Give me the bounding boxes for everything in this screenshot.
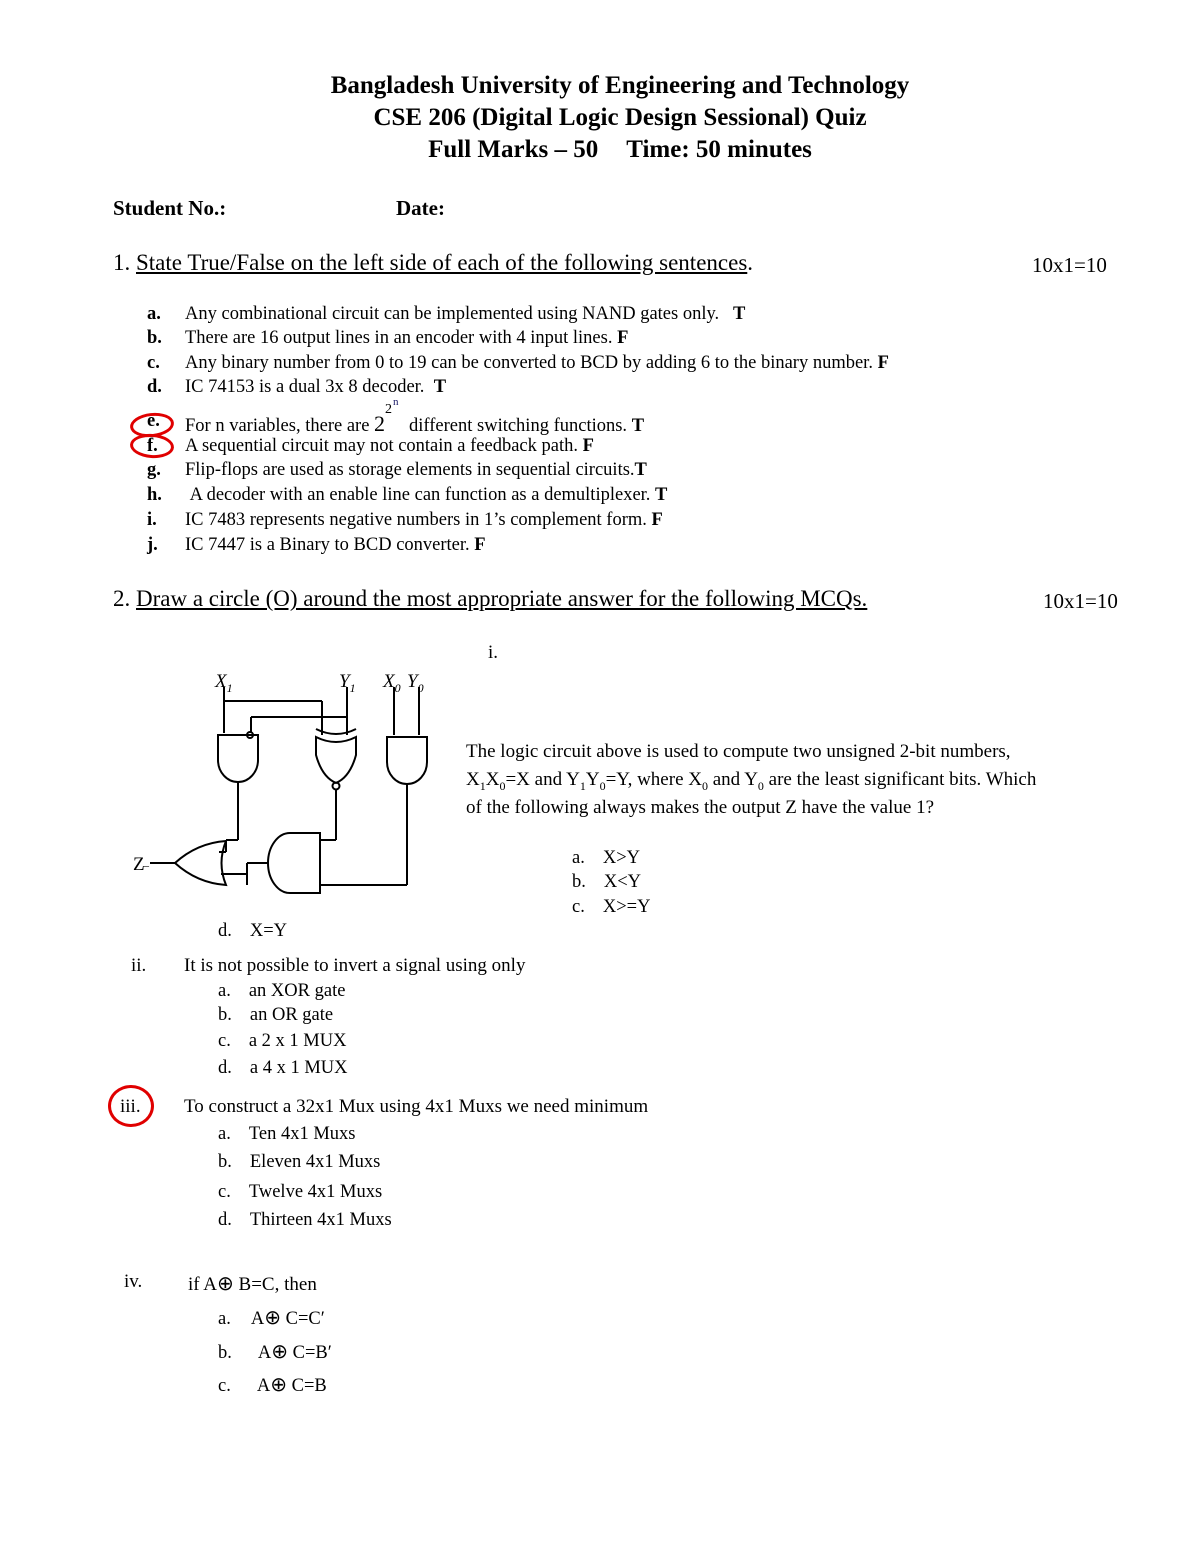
tf-letter: h. — [147, 485, 162, 505]
tf-letter: e. — [147, 411, 160, 431]
option-letter: c. — [572, 897, 585, 917]
tf-item-f — [147, 436, 1147, 460]
mcq3-option-c[interactable] — [218, 1182, 382, 1203]
q1-heading: 1. State True/False on the left side of each of the following sentences. — [113, 250, 754, 275]
option-text: X=Y — [249, 921, 288, 941]
mcq1-option-d[interactable] — [218, 921, 287, 942]
tf-text: IC 74153 is a dual 3x 8 decoder. — [185, 377, 425, 397]
q2-marks: 10x1=10 — [1043, 589, 1118, 613]
option-letter: d. — [218, 921, 232, 941]
option-letter: d. — [218, 1058, 232, 1078]
tf-letter: i. — [147, 510, 157, 530]
mcq2-option-d[interactable] — [218, 1058, 348, 1079]
student-no-label: Student No.: — [113, 196, 227, 220]
mcq3-option-d[interactable] — [218, 1210, 392, 1231]
mcq4-stem: if A⊕ B=C, then — [188, 1271, 317, 1295]
tf-text: For n variables, there are — [185, 416, 370, 436]
xor-gate — [316, 737, 356, 783]
tf-letter: d. — [147, 377, 162, 397]
university-name: Bangladesh University of Engineering and Technology — [330, 72, 910, 99]
or-gate — [175, 841, 226, 885]
tf-answer: T — [634, 460, 647, 480]
mcq3-roman: iii. — [120, 1096, 141, 1117]
tf-item-i — [147, 510, 1147, 534]
mcq3-stem: To construct a 32x1 Mux using 4x1 Muxs we need minimum — [184, 1096, 649, 1117]
tf-text: There are 16 output lines in an encoder with 4 input lines. — [185, 328, 613, 348]
option-letter: b. — [218, 1005, 232, 1025]
and-gate-3 — [268, 833, 320, 893]
xor-symbol-icon: ⊕ — [264, 1305, 281, 1329]
and-gate-1 — [218, 735, 258, 782]
option-text: an OR gate — [249, 1005, 334, 1025]
option-text: X>Y — [602, 848, 640, 868]
tf-text: different switching functions. — [409, 416, 628, 436]
option-text: Thirteen 4x1 Muxs — [249, 1210, 392, 1230]
q2-title: Draw a circle (O) around the most appropriate answer for the following MCQs. — [136, 586, 868, 611]
q2-number: 2. — [113, 586, 131, 611]
option-text: X<Y — [603, 872, 642, 892]
tf-letter: j. — [147, 535, 158, 555]
option-letter: b. — [218, 1343, 232, 1363]
q1-marks: 10x1=10 — [1032, 253, 1107, 277]
mcq4-option-b[interactable]: b. A⊕ C=B′ — [218, 1339, 332, 1363]
tf-answer: F — [617, 328, 629, 348]
label-z: Z — [133, 854, 145, 875]
option-text: Ten 4x1 Muxs — [248, 1124, 356, 1144]
date-label: Date: — [396, 196, 445, 220]
mcq3-option-a[interactable] — [218, 1124, 355, 1145]
tf-letter: f. — [147, 436, 158, 456]
tf-text: IC 7483 represents negative numbers in 1’s complement form. — [185, 510, 647, 530]
option-letter: d. — [218, 1210, 232, 1230]
q1-number: 1. — [113, 250, 131, 275]
option-letter: b. — [572, 872, 586, 892]
xor-symbol-icon: ⊕ — [217, 1271, 234, 1295]
mcq1-stem-2: $X_1X_0=X$ and $Y_1Y_0=Y$, where $X_0$ and $Y_0$ are the least significant bits. Which — [466, 769, 1037, 793]
tf-item-b — [147, 328, 1147, 352]
mcq2-stem: It is not possible to invert a signal using only — [184, 955, 526, 976]
option-letter: a. — [218, 1124, 231, 1144]
option-letter: a. — [218, 981, 231, 1001]
tf-text: Any binary number from 0 to 19 can be converted to BCD by adding 6 to the binary number. — [185, 353, 873, 373]
xor-symbol-icon: ⊕ — [270, 1372, 287, 1396]
option-letter: c. — [218, 1182, 231, 1202]
tf-text: Flip-flops are used as storage elements in sequential circuits. — [185, 460, 635, 480]
tf-answer: F — [651, 510, 663, 530]
label-y0: $Y_0$ — [407, 671, 424, 695]
mcq4-roman: iv. — [124, 1271, 143, 1292]
mcq1-option-c[interactable] — [572, 897, 650, 918]
mcq1-roman: i. — [488, 642, 499, 663]
tf-letter: a. — [147, 304, 161, 324]
mcq2-option-c[interactable] — [218, 1031, 346, 1052]
tf-text: Any combinational circuit can be implemented using NAND gates only. — [185, 304, 720, 324]
tf-letter: g. — [147, 460, 161, 480]
option-text: an XOR gate — [248, 981, 346, 1001]
option-letter: c. — [218, 1376, 231, 1396]
tf-item-h — [147, 485, 1147, 509]
and-gate-2 — [387, 737, 427, 784]
tf-answer: T — [631, 416, 645, 436]
full-marks: Full Marks – 50 — [428, 136, 599, 163]
mcq1-stem-3: of the following always makes the output Z have the value 1? — [466, 797, 935, 818]
tf-text: IC 7447 is a Binary to BCD converter. — [185, 535, 470, 555]
option-text: a 2 x 1 MUX — [248, 1031, 347, 1051]
mcq3-option-b[interactable] — [218, 1152, 380, 1173]
tf-text: A sequential circuit may not contain a feedback path. — [185, 436, 578, 456]
tf-item-g — [147, 460, 1147, 484]
tf-answer: T — [733, 304, 746, 324]
option-letter: b. — [218, 1152, 232, 1172]
mcq2-roman: ii. — [131, 955, 147, 976]
option-letter: a. — [572, 848, 585, 868]
tf-answer: F — [582, 436, 594, 456]
tf-text: A decoder with an enable line can function as a demultiplexer. — [189, 485, 651, 505]
logic-circuit-diagram — [125, 665, 445, 900]
mcq1-option-a[interactable] — [572, 848, 640, 869]
marks-time-line — [0, 136, 1200, 164]
z-arrow: – — [143, 858, 149, 872]
option-letter: a. — [218, 1309, 231, 1329]
option-text: Eleven 4x1 Muxs — [249, 1152, 381, 1172]
mcq4-option-c[interactable]: c. A⊕ C=B — [218, 1372, 327, 1396]
tf-answer: T — [655, 485, 668, 505]
label-x0: $X_0$ — [383, 671, 401, 695]
mcq1-stem-1: The logic circuit above is used to compute two unsigned 2-bit numbers, — [466, 741, 1011, 762]
option-text: Twelve 4x1 Muxs — [248, 1182, 383, 1202]
label-y1: $Y_1$ — [339, 671, 356, 695]
tf-letter: b. — [147, 328, 162, 348]
option-text: X>=Y — [602, 897, 651, 917]
time-limit: Time: 50 minutes — [626, 136, 812, 163]
tf-answer: F — [474, 535, 486, 555]
tf-item-e — [147, 396, 1147, 436]
mcq1-option-b[interactable] — [572, 872, 641, 893]
q2-heading — [113, 586, 867, 612]
label-x1: $X_1$ — [215, 671, 233, 695]
mcq2-option-b[interactable] — [218, 1005, 333, 1026]
tf-letter: c. — [147, 353, 160, 373]
option-letter: c. — [218, 1031, 231, 1051]
xor-symbol-icon: ⊕ — [271, 1339, 289, 1363]
two-power-two-n: 2 2 n — [374, 396, 399, 436]
tf-item-c — [147, 353, 1147, 377]
tf-answer: F — [877, 353, 889, 373]
tf-item-d — [147, 377, 1147, 401]
option-text: a 4 x 1 MUX — [249, 1058, 348, 1078]
course-title: CSE 206 (Digital Logic Design Sessional) Quiz — [373, 104, 867, 131]
mcq2-option-a[interactable] — [218, 981, 345, 1002]
q1-title: State True/False on the left side of each of the following sentences — [136, 250, 748, 275]
mcq4-option-a[interactable]: a. A⊕ C=C′ — [218, 1305, 325, 1329]
tf-item-a — [147, 304, 1147, 328]
tf-answer: T — [433, 377, 447, 397]
tf-item-j — [147, 535, 1147, 559]
